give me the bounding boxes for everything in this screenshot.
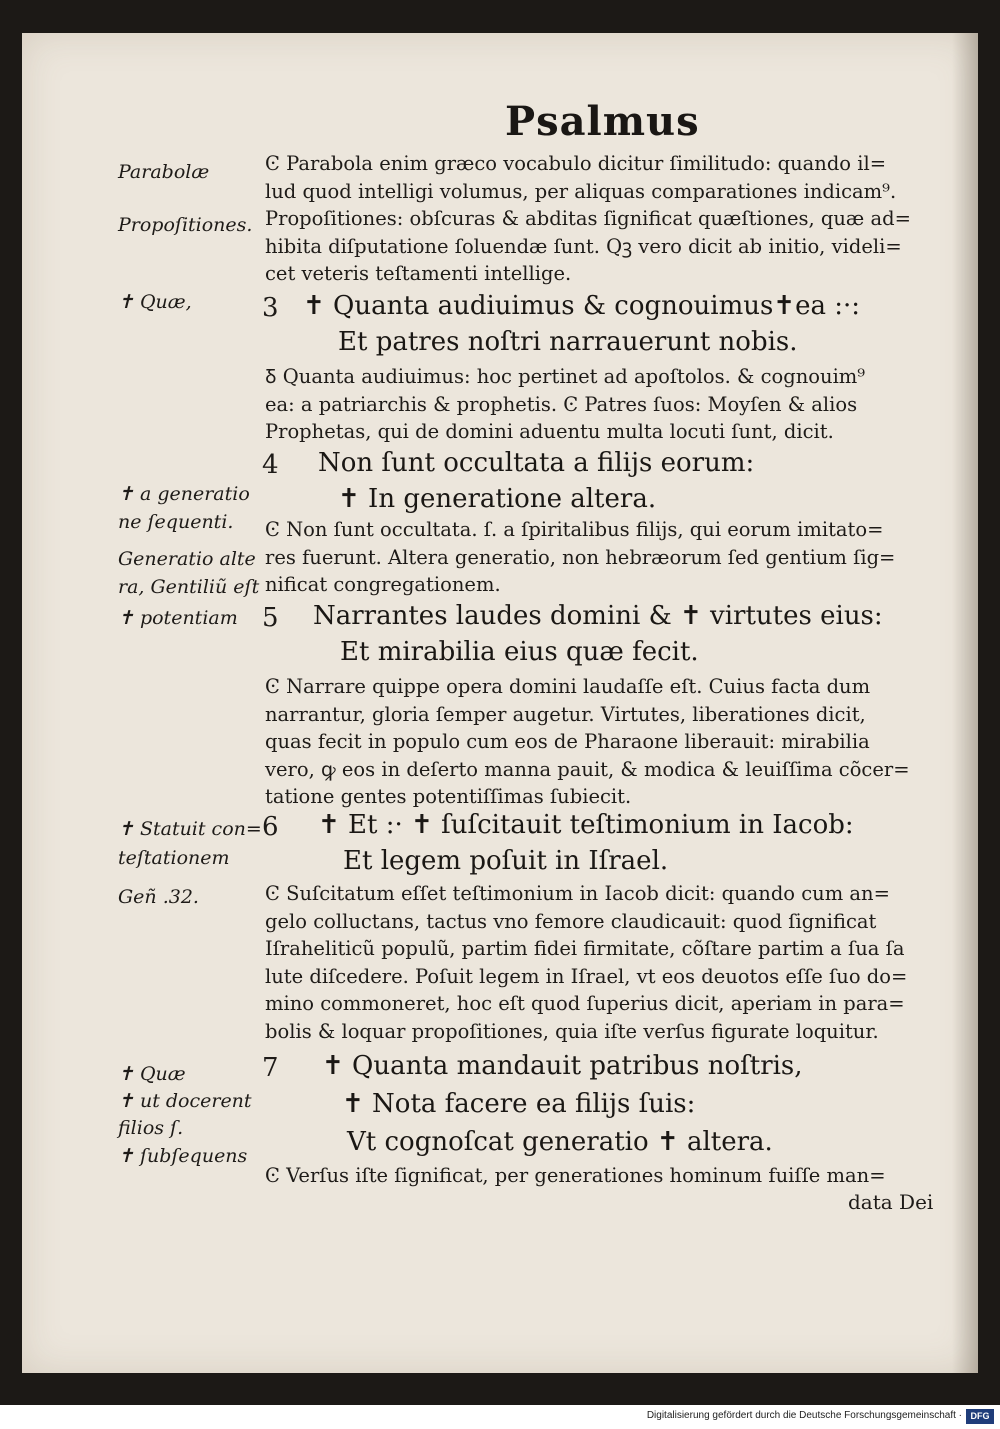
commentary-line: lute diſcedere. Poſuit legem in Iſrael, vt eos deuotos eſſe ſuo do= — [265, 964, 908, 988]
margin-note: filios ſ. — [118, 1117, 184, 1139]
verse-line: Non ſunt occultata a filijs eorum: — [318, 448, 755, 478]
verse-line: Narrantes laudes domini & ✝ virtutes eius: — [313, 601, 883, 631]
verse-line: ✝ Quanta mandauit patribus noſtris, — [322, 1051, 803, 1081]
dfg-logo-icon: DFG — [966, 1409, 994, 1424]
verse-number: 6 — [262, 812, 279, 842]
margin-note: ✝ ſubſequens — [118, 1145, 248, 1167]
commentary-line: gelo colluctans, tactus vno femore claudicauit: quod ſignificat — [265, 909, 877, 933]
catchword: data Dei — [848, 1190, 934, 1214]
margin-note: Propoſitiones. — [118, 214, 253, 236]
commentary-line: bolis & loquar propoſitiones, quia iſte verſus figurate loquitur. — [265, 1019, 879, 1043]
commentary-block — [265, 150, 955, 288]
digitization-footer — [0, 1405, 1000, 1429]
commentary-line: Iſraheliticũ populũ, partim fidei firmitate, cõſtare partim a ſua ſa — [265, 937, 905, 960]
commentary-line: Ᵹ Quanta audiuimus: hoc pertinet ad apoſtolos. & cognouim⁹ — [265, 365, 866, 388]
commentary-line: quas fecit in populo cum eos de Pharaone liberauit: mirabilia — [265, 730, 870, 753]
margin-note: ✝ a generatio — [118, 483, 250, 505]
verse-line: ✝ Et :· ✝ ſuſcitauit teſtimonium in Iacob: — [318, 810, 854, 840]
margin-note: ✝ ut docerent — [118, 1090, 252, 1112]
verse-line: Vt cognoſcat generatio ✝ altera. — [347, 1127, 773, 1157]
margin-note: Generatio alte — [118, 548, 256, 570]
commentary-line: vero, ꝙ eos in deſerto manna pauit, & modica & leuiſſima cõcer= — [265, 757, 910, 781]
verse-number: 3 — [262, 293, 279, 323]
margin-note: ✝ Quæ, — [118, 291, 192, 313]
commentary-line: Ͼ Parabola enim græco vocabulo dicitur ſimilitudo: quando il= — [265, 152, 887, 175]
running-head: Psalmus — [505, 98, 700, 145]
margin-note: teſtationem — [118, 847, 230, 869]
commentary-line: Prophetas, qui de domini aduentu multa locuti ſunt, dicit. — [265, 420, 834, 443]
verse-number: 5 — [262, 603, 279, 633]
commentary-line: Propoſitiones: obſcuras & abditas ſignificat quæſtiones, quæ ad= — [265, 207, 911, 230]
verse-line: ✝ In generatione altera. — [338, 484, 657, 514]
footer-credit: Digitalisierung gefördert durch die Deutsche Forschungsgemeinschaft · — [646, 1410, 962, 1421]
verse-line: Et mirabilia eius quæ fecit. — [340, 637, 699, 667]
margin-note: Geñ .32. — [118, 886, 199, 908]
commentary-line: Ͼ Suſcitatum eſſet teſtimonium in Iacob dicit: quando cum an= — [265, 882, 890, 905]
commentary-line: cet veteris teſtamenti intellige. — [265, 262, 572, 285]
commentary-block — [265, 1162, 955, 1190]
commentary-block — [265, 516, 955, 599]
commentary-line: hibita diſputatione ſoluendæ ſunt. Qꝫ vero dicit ab initio, videli= — [265, 234, 902, 258]
margin-note: ne ſequenti. — [118, 511, 234, 533]
commentary-line: Ͼ Non ſunt occultata. ſ. a ſpiritalibus filijs, qui eorum imitato= — [265, 518, 884, 541]
verse-line: ✝ Nota facere ea filijs ſuis: — [342, 1089, 696, 1119]
commentary-block — [265, 673, 955, 811]
verse-line: Et patres noſtri narrauerunt nobis. — [338, 327, 798, 357]
verse-line: Et legem poſuit in Iſrael. — [343, 846, 669, 876]
verse-number: 4 — [262, 450, 279, 480]
margin-note: ✝ Quæ — [118, 1063, 186, 1085]
commentary-line: nificat congregationem. — [265, 573, 501, 596]
commentary-block — [265, 880, 955, 1045]
verse-line: ✝ Quanta audiuimus & cognouimus✝ea :·: — [303, 291, 861, 321]
commentary-line: mino commoneret, hoc eſt quod ſuperius dicit, aperiam in para= — [265, 992, 905, 1015]
commentary-line: res fuerunt. Altera generatio, non hebræorum ſed gentium ſig= — [265, 545, 896, 569]
commentary-line: ea: a patriarchis & prophetis. Ͼ Patres ſuos: Moyſen & alios — [265, 392, 858, 416]
verse-number: 7 — [262, 1053, 279, 1083]
margin-note: ra, Gentiliũ eſt — [118, 576, 260, 598]
margin-note: ✝ Statuit con= — [118, 818, 262, 840]
margin-note: Parabolæ — [118, 161, 210, 183]
commentary-line: lud quod intelligi volumus, per aliquas comparationes indicam⁹. — [265, 179, 897, 203]
commentary-line: narrantur, gloria ſemper augetur. Virtutes, liberationes dicit, — [265, 702, 866, 726]
commentary-line: tatione gentes potentiſſimas ſubiecit. — [265, 785, 632, 808]
commentary-line: Ͼ Verſus iſte ſignificat, per generationes hominum fuiſſe man= — [265, 1164, 886, 1187]
commentary-line: Ͼ Narrare quippe opera domini laudaſſe eſt. Cuius facta dum — [265, 675, 871, 698]
margin-note: ✝ potentiam — [118, 607, 238, 629]
commentary-block — [265, 363, 955, 446]
